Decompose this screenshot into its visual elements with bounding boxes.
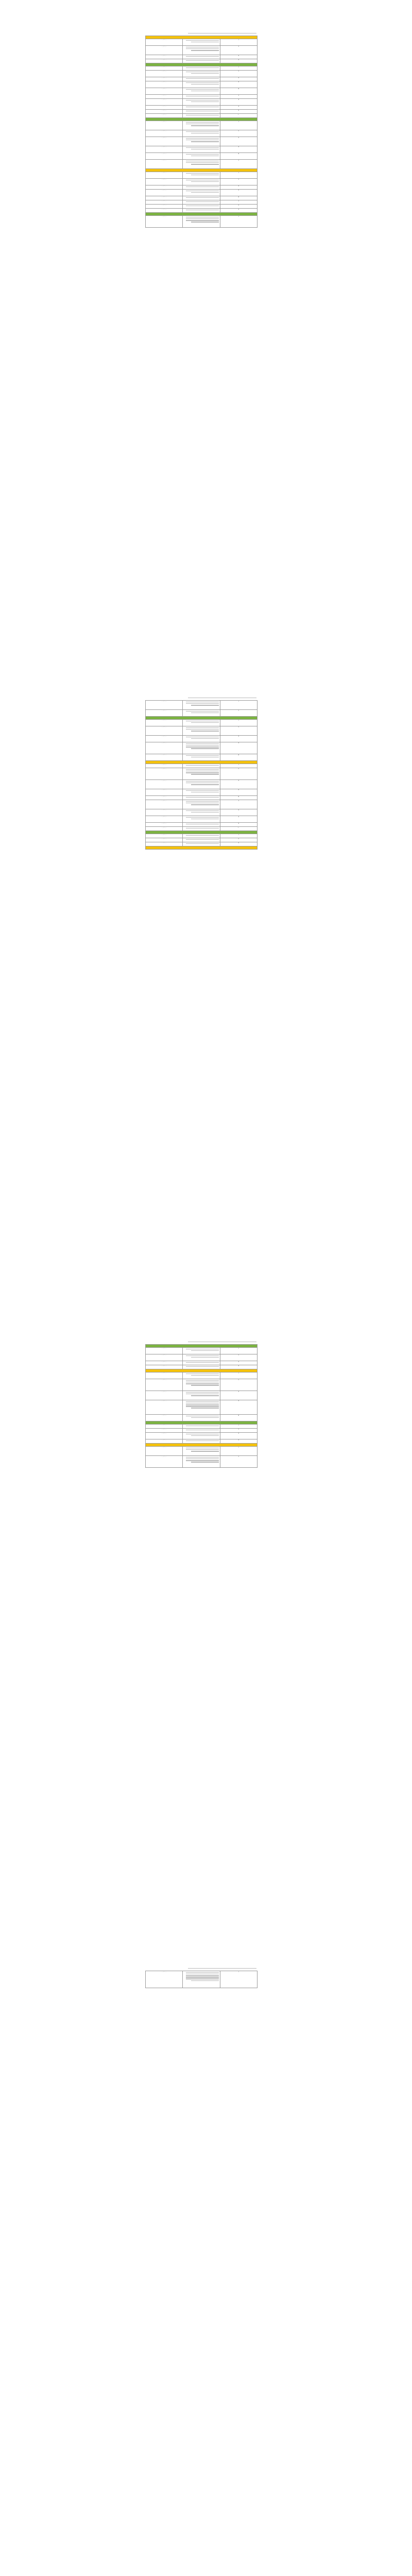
table-row xyxy=(146,160,258,169)
row-description xyxy=(183,701,220,710)
row-number: ۴ xyxy=(220,1439,257,1444)
table-row xyxy=(146,39,258,46)
table-row xyxy=(146,842,258,846)
row-description xyxy=(183,46,220,55)
table-row xyxy=(146,1348,258,1354)
table-row xyxy=(146,59,258,63)
row-description xyxy=(183,1429,220,1433)
row-description xyxy=(183,834,220,838)
row-amount: ۰۰۰٬۰۰۰ xyxy=(146,701,183,710)
row-description xyxy=(183,1400,220,1415)
row-amount: ۰۰۰٬۰۰۰ xyxy=(146,114,183,118)
row-number: ۱ xyxy=(220,1971,257,1988)
row-amount: ۰۰۰٬۰۰۰ xyxy=(146,1425,183,1429)
document-page-1 xyxy=(145,32,258,228)
table-row xyxy=(146,88,258,95)
table-row xyxy=(146,172,258,179)
row-amount: ۰۰۰٬۰۰۰ xyxy=(146,205,183,209)
row-amount: ۰۰۰٬۰۰۰ xyxy=(146,710,183,717)
table-row xyxy=(146,1361,258,1365)
row-amount: ۰۰۰٬۰۰۰ xyxy=(146,809,183,816)
row-number: ۴ xyxy=(220,1365,257,1369)
row-description xyxy=(183,827,220,831)
row-amount: ۰۰۰٬۰۰۰ xyxy=(146,1348,183,1354)
table-row xyxy=(146,834,258,838)
table-row xyxy=(146,216,258,228)
row-number: ۲ xyxy=(220,1456,257,1468)
row-number: ۱ xyxy=(220,172,257,179)
table-row xyxy=(146,809,258,816)
row-description xyxy=(183,842,220,846)
row-description xyxy=(183,796,220,800)
row-description xyxy=(183,114,220,118)
row-amount: ۰۰۰٬۰۰۰ xyxy=(146,121,183,130)
row-description xyxy=(183,1439,220,1444)
row-description xyxy=(183,179,220,185)
table-row xyxy=(146,179,258,185)
table-row xyxy=(146,114,258,118)
row-number: ۱ xyxy=(220,39,257,46)
row-number: ۶ xyxy=(220,160,257,169)
row-number: ۱ xyxy=(220,701,257,710)
row-number: ۳ xyxy=(220,842,257,846)
table-row xyxy=(146,106,258,110)
row-description xyxy=(183,209,220,213)
document-page-2 xyxy=(145,697,258,850)
row-amount: ۰۰۰٬۰۰۰ xyxy=(146,816,183,823)
row-number: ۶ xyxy=(220,200,257,205)
row-number: ۴ xyxy=(220,190,257,196)
document-page-4 xyxy=(145,1967,258,1988)
row-description xyxy=(183,160,220,169)
row-amount: ۰۰۰٬۰۰۰ xyxy=(146,77,183,81)
row-description xyxy=(183,77,220,81)
row-amount: ۰۰۰٬۰۰۰ xyxy=(146,95,183,99)
row-number: ۲ xyxy=(220,1379,257,1391)
table-row xyxy=(146,196,258,200)
row-number: ۱ xyxy=(220,216,257,228)
table-row xyxy=(146,81,258,88)
row-description xyxy=(183,1425,220,1429)
row-amount: ۰۰۰٬۰۰۰ xyxy=(146,59,183,63)
row-description xyxy=(183,736,220,742)
row-amount: ۰۰۰٬۰۰۰ xyxy=(146,834,183,838)
table-row xyxy=(146,77,258,81)
table-row xyxy=(146,823,258,827)
row-description xyxy=(183,1354,220,1361)
row-number: ۱ xyxy=(220,121,257,130)
table-row xyxy=(146,209,258,213)
row-number: ۵ xyxy=(220,754,257,761)
row-amount: ۰۰۰٬۰۰۰ xyxy=(146,1971,183,1988)
row-number: ۲ xyxy=(220,130,257,137)
table-row xyxy=(146,1365,258,1369)
table-row xyxy=(146,742,258,754)
row-description xyxy=(183,190,220,196)
row-number: ۱ xyxy=(220,1447,257,1456)
row-description xyxy=(183,1971,220,1988)
row-description xyxy=(183,764,220,768)
row-number: ۳ xyxy=(220,137,257,146)
row-number: ۶ xyxy=(220,800,257,809)
table-row xyxy=(146,1433,258,1439)
row-description xyxy=(183,800,220,809)
row-amount: ۰۰۰٬۰۰۰ xyxy=(146,1391,183,1400)
row-description xyxy=(183,726,220,736)
table-row xyxy=(146,726,258,736)
table-row xyxy=(146,190,258,196)
table-row xyxy=(146,185,258,190)
row-number: ۲ xyxy=(220,710,257,717)
row-description xyxy=(183,185,220,190)
row-description xyxy=(183,1415,220,1421)
table-row xyxy=(146,146,258,153)
table-row xyxy=(146,789,258,796)
row-amount: ۰۰۰٬۰۰۰ xyxy=(146,768,183,780)
table-row xyxy=(146,200,258,205)
table-row xyxy=(146,796,258,800)
row-amount: ۰۰۰٬۰۰۰ xyxy=(146,137,183,146)
row-number: ۷ xyxy=(220,205,257,209)
row-amount: ۰۰۰٬۰۰۰ xyxy=(146,1415,183,1421)
table-row xyxy=(146,827,258,831)
row-amount: ۰۰۰٬۰۰۰ xyxy=(146,720,183,726)
table-row xyxy=(146,1400,258,1415)
table-row xyxy=(146,95,258,99)
row-number: ۴ xyxy=(220,789,257,796)
row-amount: ۰۰۰٬۰۰۰ xyxy=(146,736,183,742)
row-number: ۱۰ xyxy=(220,114,257,118)
row-amount: ۰۰۰٬۰۰۰ xyxy=(146,110,183,114)
table-row xyxy=(146,838,258,842)
row-amount: ۰۰۰٬۰۰۰ xyxy=(146,153,183,160)
table-row xyxy=(146,46,258,55)
table-row xyxy=(146,1391,258,1400)
row-description xyxy=(183,1456,220,1468)
row-number: ۲ xyxy=(220,838,257,842)
table-row xyxy=(146,1456,258,1468)
row-number: ۳ xyxy=(220,1361,257,1365)
row-description xyxy=(183,216,220,228)
row-number: ۲ xyxy=(220,768,257,780)
row-amount: ۰۰۰٬۰۰۰ xyxy=(146,81,183,88)
row-amount: ۰۰۰٬۰۰۰ xyxy=(146,823,183,827)
row-description xyxy=(183,838,220,842)
row-amount: ۰۰۰٬۰۰۰ xyxy=(146,46,183,55)
row-description xyxy=(183,88,220,95)
table-row xyxy=(146,121,258,130)
row-number: ۹ xyxy=(220,110,257,114)
row-number: ۵ xyxy=(220,1415,257,1421)
row-amount: ۰۰۰٬۰۰۰ xyxy=(146,130,183,137)
row-number: ۵ xyxy=(220,196,257,200)
row-number: ۷ xyxy=(220,809,257,816)
table-row xyxy=(146,205,258,209)
table-row xyxy=(146,1439,258,1444)
row-description xyxy=(183,710,220,717)
table-row xyxy=(146,764,258,768)
row-number: ۲ xyxy=(220,1354,257,1361)
table-row xyxy=(146,1379,258,1391)
row-description xyxy=(183,1447,220,1456)
row-description xyxy=(183,809,220,816)
row-number: ۵ xyxy=(220,153,257,160)
table-row xyxy=(146,1429,258,1433)
row-description xyxy=(183,81,220,88)
row-amount: ۰۰۰٬۰۰۰ xyxy=(146,66,183,71)
row-amount: ۰۰۰٬۰۰۰ xyxy=(146,200,183,205)
row-description xyxy=(183,816,220,823)
row-description xyxy=(183,172,220,179)
row-amount: ۰۰۰٬۰۰۰ xyxy=(146,160,183,169)
page-title xyxy=(146,32,258,36)
row-number: ۵ xyxy=(220,88,257,95)
row-description xyxy=(183,205,220,209)
row-number: ۵ xyxy=(220,796,257,800)
row-description xyxy=(183,71,220,77)
row-amount: ۰۰۰٬۰۰۰ xyxy=(146,827,183,831)
row-amount: ۰۰۰٬۰۰۰ xyxy=(146,780,183,789)
table-row xyxy=(146,701,258,710)
row-amount: ۰۰۰٬۰۰۰ xyxy=(146,99,183,106)
row-amount: ۰۰۰٬۰۰۰ xyxy=(146,800,183,809)
row-amount: ۰۰۰٬۰۰۰ xyxy=(146,1439,183,1444)
table-row xyxy=(146,1971,258,1988)
row-amount: ۰۰۰٬۰۰۰ xyxy=(146,39,183,46)
row-description xyxy=(183,39,220,46)
row-number: ۱ xyxy=(220,720,257,726)
row-amount: ۰۰۰٬۰۰۰ xyxy=(146,1456,183,1468)
section-header xyxy=(146,846,258,850)
row-number: ۶ xyxy=(220,95,257,99)
row-amount: ۰۰۰٬۰۰۰ xyxy=(146,172,183,179)
row-number: ۸ xyxy=(220,106,257,110)
row-amount: ۰۰۰٬۰۰۰ xyxy=(146,726,183,736)
row-description xyxy=(183,106,220,110)
table-row xyxy=(146,768,258,780)
table-row xyxy=(146,800,258,809)
row-amount: ۰۰۰٬۰۰۰ xyxy=(146,1400,183,1415)
row-description xyxy=(183,789,220,796)
document-page-3 xyxy=(145,1341,258,1468)
row-number: ۲ xyxy=(220,71,257,77)
row-description xyxy=(183,823,220,827)
row-amount: ۰۰۰٬۰۰۰ xyxy=(146,1433,183,1439)
row-description xyxy=(183,95,220,99)
row-number: ۱ xyxy=(220,66,257,71)
table-row xyxy=(146,130,258,137)
table-row xyxy=(146,710,258,717)
row-number: ۷ xyxy=(220,99,257,106)
table-row xyxy=(146,754,258,761)
row-number: ۳ xyxy=(220,77,257,81)
row-amount: ۰۰۰٬۰۰۰ xyxy=(146,88,183,95)
row-amount: ۰۰۰٬۰۰۰ xyxy=(146,1429,183,1433)
table-row xyxy=(146,137,258,146)
table-row xyxy=(146,736,258,742)
row-amount: ۰۰۰٬۰۰۰ xyxy=(146,1372,183,1379)
row-amount: ۰۰۰٬۰۰۰ xyxy=(146,1379,183,1391)
row-number: ۹ xyxy=(220,823,257,827)
row-description xyxy=(183,137,220,146)
row-number: ۸ xyxy=(220,816,257,823)
row-number: ۳ xyxy=(220,55,257,59)
row-description xyxy=(183,200,220,205)
row-description xyxy=(183,130,220,137)
row-number: ۱ xyxy=(220,764,257,768)
row-description xyxy=(183,66,220,71)
row-amount: ۰۰۰٬۰۰۰ xyxy=(146,71,183,77)
row-number: ۳ xyxy=(220,736,257,742)
row-amount: ۰۰۰٬۰۰۰ xyxy=(146,216,183,228)
table-row xyxy=(146,816,258,823)
row-number: ۴ xyxy=(220,742,257,754)
row-number: ۱ xyxy=(220,1348,257,1354)
row-number: ۳ xyxy=(220,1433,257,1439)
row-description xyxy=(183,59,220,63)
row-number: ۳ xyxy=(220,185,257,190)
table-row xyxy=(146,780,258,789)
row-description xyxy=(183,720,220,726)
row-description xyxy=(183,146,220,153)
row-description xyxy=(183,1348,220,1354)
row-description xyxy=(183,1372,220,1379)
table-row xyxy=(146,1354,258,1361)
row-number: ۱ xyxy=(220,1425,257,1429)
row-description xyxy=(183,196,220,200)
row-description xyxy=(183,1365,220,1369)
table-row xyxy=(146,110,258,114)
row-description xyxy=(183,768,220,780)
row-amount: ۰۰۰٬۰۰۰ xyxy=(146,764,183,768)
row-description xyxy=(183,1433,220,1439)
row-amount: ۰۰۰٬۰۰۰ xyxy=(146,742,183,754)
row-description xyxy=(183,153,220,160)
row-description xyxy=(183,1379,220,1391)
row-number: ۱ xyxy=(220,834,257,838)
table-row xyxy=(146,1447,258,1456)
row-number: ۴ xyxy=(220,59,257,63)
row-number: ۲ xyxy=(220,179,257,185)
row-description xyxy=(183,55,220,59)
row-amount: ۰۰۰٬۰۰۰ xyxy=(146,190,183,196)
table-row xyxy=(146,55,258,59)
table-row xyxy=(146,153,258,160)
table-row xyxy=(146,1415,258,1421)
row-number: ۴ xyxy=(220,1400,257,1415)
row-number: ۲ xyxy=(220,46,257,55)
row-amount: ۰۰۰٬۰۰۰ xyxy=(146,1447,183,1456)
row-number: ۲ xyxy=(220,1429,257,1433)
table-row xyxy=(146,720,258,726)
row-description xyxy=(183,754,220,761)
row-amount: ۰۰۰٬۰۰۰ xyxy=(146,838,183,842)
row-amount: ۰۰۰٬۰۰۰ xyxy=(146,789,183,796)
row-number: ۲ xyxy=(220,726,257,736)
row-amount: ۰۰۰٬۰۰۰ xyxy=(146,146,183,153)
row-amount: ۰۰۰٬۰۰۰ xyxy=(146,185,183,190)
row-description xyxy=(183,1361,220,1365)
row-number: ۳ xyxy=(220,1391,257,1400)
row-number: ۱ xyxy=(220,1372,257,1379)
row-amount: ۰۰۰٬۰۰۰ xyxy=(146,106,183,110)
row-number: ۳ xyxy=(220,780,257,789)
row-description xyxy=(183,780,220,789)
row-description xyxy=(183,110,220,114)
row-amount: ۰۰۰٬۰۰۰ xyxy=(146,1361,183,1365)
page-title xyxy=(146,697,258,701)
page-title xyxy=(146,1967,258,1971)
page-title xyxy=(146,1341,258,1345)
row-amount: ۰۰۰٬۰۰۰ xyxy=(146,55,183,59)
row-number: ۴ xyxy=(220,146,257,153)
row-description xyxy=(183,742,220,754)
table-row xyxy=(146,71,258,77)
row-amount: ۰۰۰٬۰۰۰ xyxy=(146,179,183,185)
table-row xyxy=(146,1425,258,1429)
row-number: ۴ xyxy=(220,81,257,88)
table-row xyxy=(146,1372,258,1379)
row-amount: ۰۰۰٬۰۰۰ xyxy=(146,196,183,200)
row-description xyxy=(183,1391,220,1400)
row-amount: ۰۰۰٬۰۰۰ xyxy=(146,1354,183,1361)
row-amount: ۰۰۰٬۰۰۰ xyxy=(146,754,183,761)
row-number: ۱۰ xyxy=(220,827,257,831)
row-number: ۸ xyxy=(220,209,257,213)
row-description xyxy=(183,99,220,106)
row-amount: ۰۰۰٬۰۰۰ xyxy=(146,1365,183,1369)
table-row xyxy=(146,99,258,106)
row-amount: ۰۰۰٬۰۰۰ xyxy=(146,209,183,213)
row-amount: ۰۰۰٬۰۰۰ xyxy=(146,842,183,846)
row-amount: ۰۰۰٬۰۰۰ xyxy=(146,796,183,800)
table-row xyxy=(146,66,258,71)
row-description xyxy=(183,121,220,130)
